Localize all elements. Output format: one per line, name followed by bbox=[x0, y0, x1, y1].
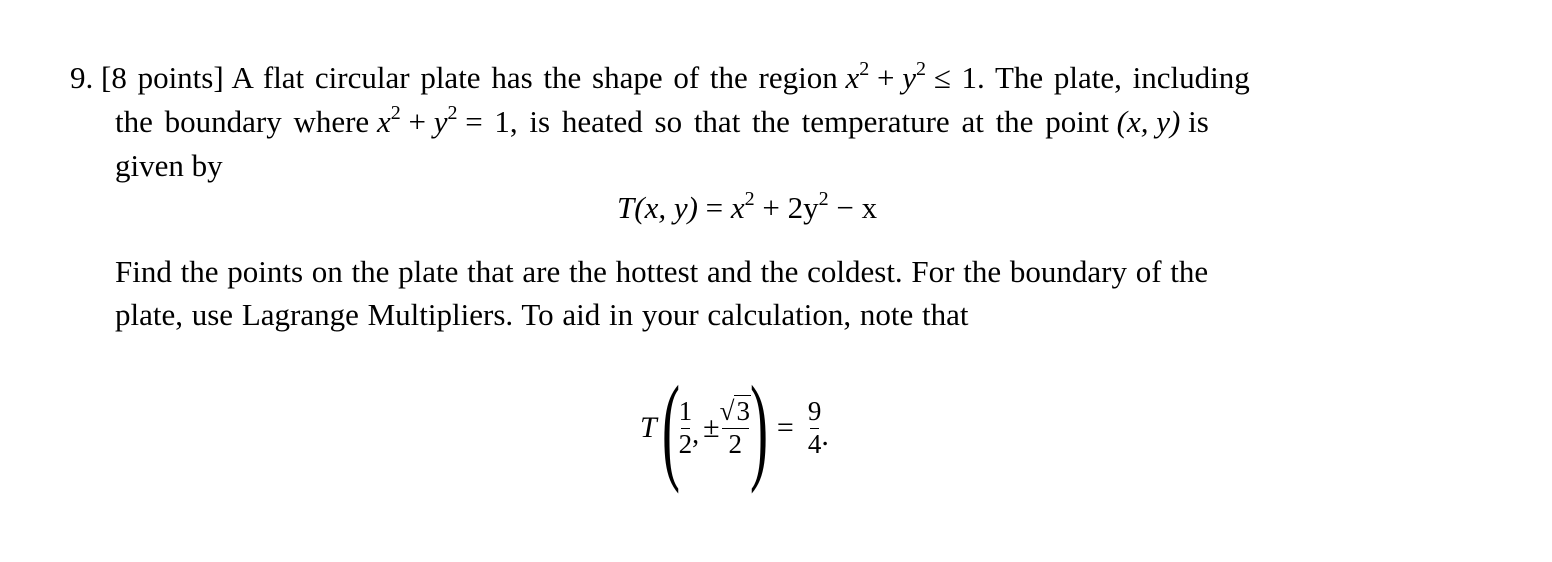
fraction-denominator: 4 bbox=[807, 428, 822, 459]
para2-line-2: plate, use Lagrange Multipliers. To aid in your calculation, note that bbox=[115, 297, 969, 332]
problem-line-2 bbox=[115, 102, 1209, 139]
problem-text-2b: = 1, is heated so that the temperature at the point bbox=[465, 104, 1109, 139]
equation-lhs: T(x, y) bbox=[617, 190, 698, 225]
math-plus: + bbox=[408, 104, 426, 139]
math-point: (x, y) bbox=[1116, 104, 1181, 139]
equation-exp-2: 2 bbox=[818, 188, 829, 210]
equation-rhs-x: x bbox=[730, 190, 745, 225]
para2-line-1: Find the points on the plate that are the hottest and the coldest. For the boundary of the bbox=[115, 254, 1209, 289]
equation-exp-1: 2 bbox=[744, 188, 755, 210]
math-x: x bbox=[845, 60, 860, 95]
math-x: x bbox=[376, 104, 391, 139]
note-period: . bbox=[821, 419, 829, 452]
math-plus: + bbox=[877, 60, 895, 95]
problem-number: 9. bbox=[70, 60, 94, 95]
math-y: y bbox=[902, 60, 917, 95]
left-paren: ( bbox=[661, 361, 680, 494]
math-exp: 2 bbox=[859, 58, 870, 80]
equation-equals: = bbox=[705, 190, 724, 225]
problem-line-3 bbox=[115, 150, 223, 181]
math-exp: 2 bbox=[390, 102, 401, 124]
note-comma: , bbox=[692, 419, 700, 450]
plus-minus: ± bbox=[703, 411, 720, 444]
note-function: T bbox=[640, 411, 657, 444]
note-equals: = bbox=[776, 411, 794, 444]
fraction-denominator: 2 bbox=[728, 428, 743, 459]
equation-rhs-b: + 2y bbox=[762, 190, 819, 225]
math-y: y bbox=[433, 104, 448, 139]
fraction-numerator: 1 bbox=[678, 396, 693, 427]
problem-line-1 bbox=[70, 58, 1250, 95]
fraction-nine-fourths bbox=[808, 396, 822, 459]
fraction-one-half bbox=[679, 396, 693, 459]
sqrt-icon: √ bbox=[719, 396, 735, 427]
sqrt-argument: 3 bbox=[736, 396, 750, 427]
problem-text-1: A flat circular plate has the shape of the region bbox=[231, 60, 838, 95]
problem-text-2c: is bbox=[1188, 104, 1209, 139]
fraction-numerator: 9 bbox=[807, 396, 822, 427]
math-exp: 2 bbox=[447, 102, 458, 124]
right-paren: ) bbox=[749, 361, 768, 494]
fraction-sqrt3-over-2 bbox=[720, 396, 751, 459]
problem-text-2a: the boundary where bbox=[115, 104, 370, 139]
fraction-numerator bbox=[720, 396, 751, 427]
note-equation bbox=[640, 361, 829, 494]
equation-rhs-c: − x bbox=[836, 190, 878, 225]
problem-text-3: given by bbox=[115, 148, 223, 183]
math-exp: 2 bbox=[916, 58, 927, 80]
problem-points: [8 points] bbox=[101, 60, 224, 95]
problem-text-1b: ≤ 1. The plate, including bbox=[933, 60, 1250, 95]
fraction-denominator: 2 bbox=[678, 428, 693, 459]
temperature-equation bbox=[617, 188, 878, 225]
